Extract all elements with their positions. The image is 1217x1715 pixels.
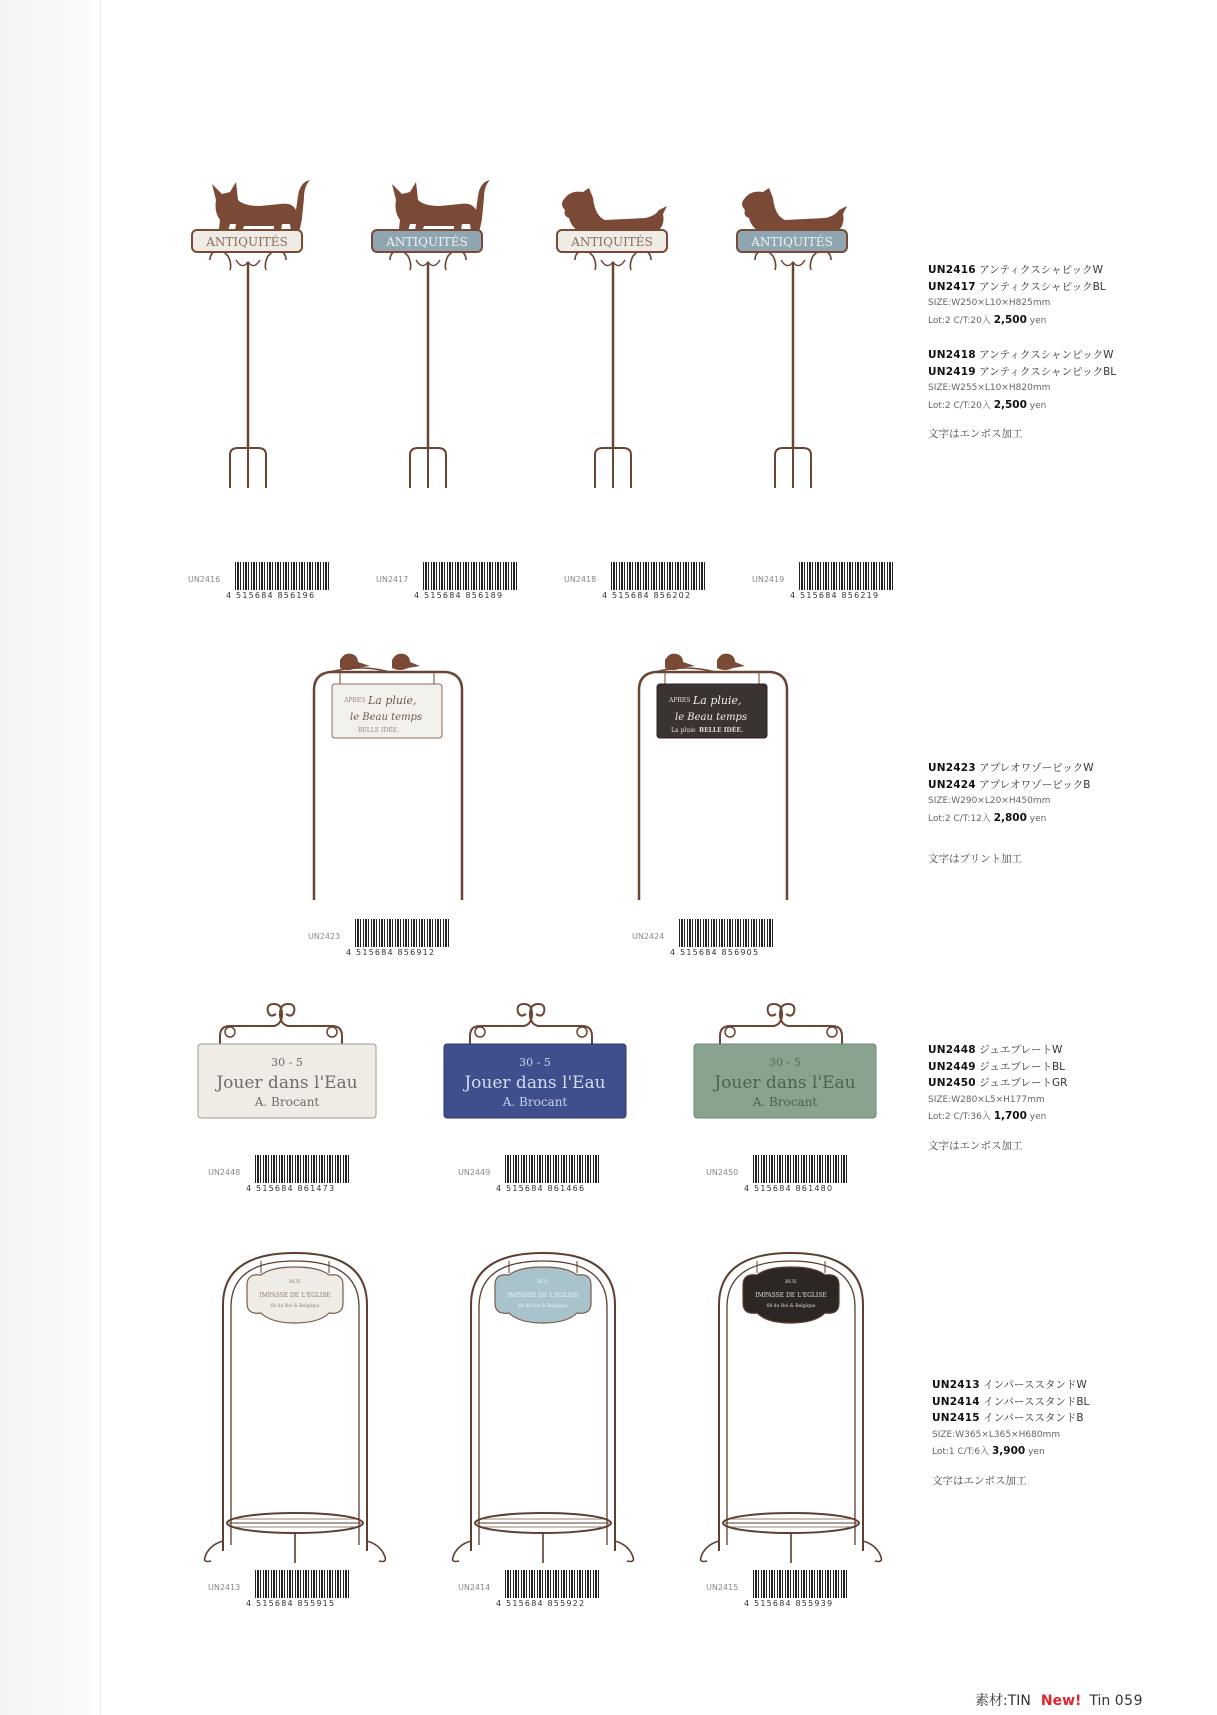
plate-sub-text: A. Brocant <box>254 1095 320 1109</box>
product-note: 文字はエンボス加工 <box>932 1474 1027 1487</box>
stand-main-text: IMPASSE DE L'EGLISE <box>755 1292 827 1299</box>
sign-belle-idee: BELLE IDÉE. <box>699 727 743 734</box>
product-code: UN2414 <box>932 1395 980 1408</box>
product-group-jouer-plate <box>928 1042 1067 1154</box>
barcode-number: 4 515684 855939 <box>744 1599 834 1608</box>
barcode-bars <box>799 562 895 590</box>
product-price: 1,700 <box>993 1110 1027 1122</box>
plate-number: 30 - 5 <box>519 1056 551 1069</box>
product-size: SIZE:W250×L10×H825mm <box>928 298 1051 308</box>
plate-sub-text: A. Brocant <box>502 1095 568 1109</box>
product-lot: Lot:1 C/T:6入 <box>932 1447 990 1457</box>
barcode-bars <box>611 562 707 590</box>
barcode-number: 4 515684 855922 <box>496 1599 586 1608</box>
stand-top-text: RUE <box>537 1279 549 1285</box>
price-unit: yen <box>1029 400 1047 411</box>
product-size: SIZE:W365×L365×H680mm <box>932 1429 1061 1440</box>
barcode-bars <box>505 1155 601 1183</box>
product-name: ジュエプレートGR <box>979 1077 1068 1089</box>
plate-main-text: Jouer dans l'Eau <box>216 1073 358 1093</box>
barcode-bars <box>255 1570 351 1598</box>
price-unit: yen <box>1029 1112 1047 1122</box>
price-unit: yen <box>1028 1447 1045 1457</box>
plate-main-text: Jouer dans l'Eau <box>714 1073 856 1093</box>
product-lot: Lot:2 C/T:20入 <box>928 400 991 411</box>
stand-top-text: RUE <box>289 1279 301 1285</box>
page-number: 059 <box>1114 1693 1143 1709</box>
bird-picks-art <box>300 650 820 910</box>
barcode-number: 4 515684 861480 <box>744 1184 834 1193</box>
product-code: UN2417 <box>928 280 976 293</box>
stand-main-text: IMPASSE DE L'EGLISE <box>259 1292 331 1299</box>
barcode <box>208 1155 398 1195</box>
sign-apres: APRES <box>344 697 366 704</box>
product-price: 3,900 <box>991 1445 1026 1457</box>
product-price: 2,500 <box>993 313 1027 326</box>
barcode <box>752 562 942 602</box>
barcode <box>564 562 754 602</box>
product-code: UN2423 <box>928 762 976 774</box>
antiquites-label: ANTIQUITÉS <box>386 235 468 249</box>
product-code: UN2413 <box>932 1379 980 1391</box>
product-name: インパーススタンドBL <box>983 1395 1090 1408</box>
barcode-number: 4 515684 856196 <box>226 591 316 600</box>
product-note: 文字はプリント加工 <box>928 853 1023 865</box>
product-lot: Lot:2 C/T:36入 <box>928 1112 991 1122</box>
barcode-code: UN2416 <box>188 575 221 584</box>
product-name: アプレオワゾーピックW <box>979 762 1094 774</box>
plate-sub-text: A. Brocant <box>752 1095 818 1109</box>
material-label: 素材:TIN <box>975 1693 1031 1709</box>
barcode-bars <box>679 919 775 947</box>
product-code: UN2450 <box>928 1077 976 1089</box>
barcode-code: UN2448 <box>208 1168 241 1177</box>
barcode-bars <box>235 562 331 590</box>
antiquites-label: ANTIQUITÉS <box>751 235 833 249</box>
product-name: アンティクスシャンピックW <box>979 349 1114 361</box>
sign-la-pluie: La pluie, <box>693 694 742 707</box>
page-footer <box>975 1690 1143 1710</box>
product-code: UN2448 <box>928 1044 976 1056</box>
barcode-code: UN2424 <box>632 932 665 941</box>
product-name: アンティクスシャンピックBL <box>979 365 1117 378</box>
series-label: Tin <box>1089 1693 1111 1709</box>
barcode-code: UN2418 <box>564 575 597 584</box>
plate-number: 30 - 5 <box>271 1056 303 1069</box>
barcode <box>308 919 498 959</box>
price-unit: yen <box>1029 813 1047 824</box>
product-name: ジュエプレートBL <box>979 1060 1066 1073</box>
product-name: アンティクスシャピックBL <box>979 280 1106 293</box>
barcode <box>208 1570 398 1610</box>
barcode-bars <box>423 562 519 590</box>
barcode <box>706 1570 896 1610</box>
sign-belle-idee: BELLE IDÉE. <box>358 727 399 734</box>
product-code: UN2416 <box>928 264 976 276</box>
product-code: UN2424 <box>928 778 976 791</box>
barcode-bars <box>753 1155 849 1183</box>
gutter-divider <box>100 0 101 1715</box>
product-code: UN2449 <box>928 1060 976 1073</box>
product-size: SIZE:W290×L20×H450mm <box>928 796 1051 806</box>
product-group-impasse-stand <box>932 1377 1089 1489</box>
stand-top-text: RUE <box>785 1279 797 1285</box>
antiquites-label: ANTIQUITÉS <box>571 235 653 249</box>
impasse-stands-art <box>195 1245 895 1565</box>
price-unit: yen <box>1029 315 1047 326</box>
barcode-bars <box>505 1570 601 1598</box>
barcode-code: UN2450 <box>706 1168 739 1177</box>
product-lot: Lot:2 C/T:12入 <box>928 813 991 824</box>
sign-beau-temps: le Beau temps <box>675 712 748 723</box>
barcode <box>376 562 566 602</box>
barcode-code: UN2423 <box>308 932 341 941</box>
sign-apres: APRES <box>669 697 691 704</box>
stand-main-text: IMPASSE DE L'EGLISE <box>507 1292 579 1299</box>
barcode-bars <box>355 919 451 947</box>
barcode-number: 4 515684 856202 <box>602 591 692 600</box>
barcode-number: 4 515684 856912 <box>346 948 436 957</box>
product-size: SIZE:W255×L10×H820mm <box>928 383 1051 393</box>
product-name: インパーススタンドW <box>983 1379 1087 1391</box>
product-size: SIZE:W280×L5×H177mm <box>928 1094 1045 1105</box>
barcode-number: 4 515684 861466 <box>496 1184 586 1193</box>
barcode <box>706 1155 896 1195</box>
barcode-code: UN2413 <box>208 1583 241 1592</box>
barcode-code: UN2417 <box>376 575 409 584</box>
barcode-bars <box>255 1155 351 1183</box>
stand-sub-text: 68 du Roi & Belgique <box>270 1304 320 1309</box>
antiquites-picks-art <box>190 170 910 530</box>
product-price: 2,800 <box>993 811 1027 824</box>
antiquites-label: ANTIQUITÉS <box>206 235 288 249</box>
barcode-code: UN2419 <box>752 575 785 584</box>
product-note: 文字はエンボス加工 <box>928 1139 1023 1152</box>
barcode <box>188 562 378 602</box>
stand-sub-text: 68 du Roi & Belgique <box>766 1304 816 1309</box>
sign-la-pluie: La pluie, <box>368 694 417 707</box>
product-note: 文字はエンボス加工 <box>928 428 1023 440</box>
sign-beau-temps: le Beau temps <box>350 712 423 723</box>
product-name: インパーススタンドB <box>983 1412 1084 1424</box>
jouer-plates-art <box>190 1000 910 1130</box>
barcode-bars <box>753 1570 849 1598</box>
barcode-number: 4 515684 856219 <box>790 591 880 600</box>
product-name: アンティクスシャピックW <box>979 264 1103 276</box>
barcode-code: UN2449 <box>458 1168 491 1177</box>
barcode <box>458 1155 648 1195</box>
product-code: UN2415 <box>932 1412 980 1424</box>
barcode-number: 4 515684 861473 <box>246 1184 336 1193</box>
product-code: UN2418 <box>928 349 976 361</box>
new-badge: New! <box>1040 1693 1082 1709</box>
barcode-code: UN2415 <box>706 1583 739 1592</box>
barcode <box>458 1570 648 1610</box>
barcode-number: 4 515684 856189 <box>414 591 504 600</box>
product-code: UN2419 <box>928 365 976 378</box>
product-lot: Lot:2 C/T:20入 <box>928 315 991 326</box>
page-gutter <box>0 0 100 1715</box>
barcode-number: 4 515684 856905 <box>670 948 760 957</box>
barcode-number: 4 515684 855915 <box>246 1599 336 1608</box>
stand-sub-text: 68 du Roi & Belgique <box>518 1304 568 1309</box>
product-group-antiquites <box>928 262 1116 443</box>
sign-la-pluie-small: La pluie <box>671 727 696 734</box>
product-name: ジュエプレートW <box>979 1044 1063 1056</box>
plate-main-text: Jouer dans l'Eau <box>464 1073 606 1093</box>
plate-number: 30 - 5 <box>769 1056 801 1069</box>
barcode <box>632 919 822 959</box>
barcode-code: UN2414 <box>458 1583 491 1592</box>
product-name: アプレオワゾーピックB <box>979 778 1091 791</box>
product-group-bird-pick <box>928 760 1094 868</box>
product-price: 2,500 <box>993 398 1027 411</box>
